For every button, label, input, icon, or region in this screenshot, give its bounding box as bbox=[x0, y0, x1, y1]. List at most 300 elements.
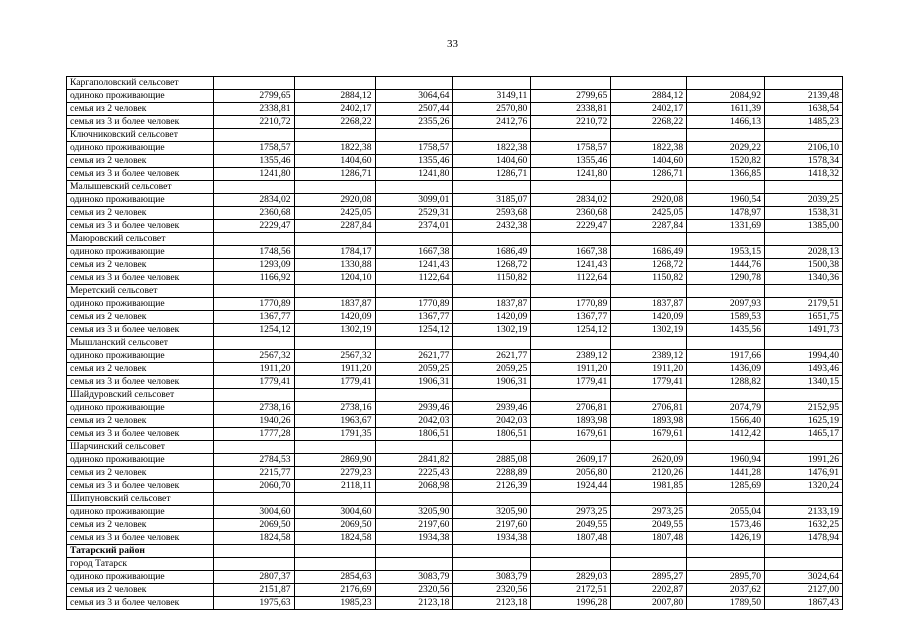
value-cell: 1632,25 bbox=[765, 519, 843, 532]
value-cell: 1340,15 bbox=[765, 376, 843, 389]
row-label: семья из 2 человек bbox=[67, 155, 214, 168]
row-label: семья из 2 человек bbox=[67, 415, 214, 428]
value-cell: 1268,72 bbox=[611, 259, 687, 272]
value-cell: 1784,17 bbox=[294, 246, 375, 259]
value-cell bbox=[375, 441, 453, 454]
row-label: семья из 3 и более человек bbox=[67, 324, 214, 337]
value-cell bbox=[765, 233, 843, 246]
value-cell: 3083,79 bbox=[375, 571, 453, 584]
table-row bbox=[67, 532, 843, 545]
value-cell: 2621,77 bbox=[375, 350, 453, 363]
value-cell bbox=[687, 558, 765, 571]
section-header-row bbox=[67, 129, 843, 142]
value-cell: 2042,03 bbox=[375, 415, 453, 428]
table-row bbox=[67, 220, 843, 233]
value-cell: 2834,02 bbox=[213, 194, 294, 207]
value-cell: 1355,46 bbox=[375, 155, 453, 168]
value-cell: 2176,69 bbox=[294, 584, 375, 597]
value-cell: 1679,61 bbox=[531, 428, 611, 441]
value-cell: 1241,80 bbox=[213, 168, 294, 181]
table-row bbox=[67, 363, 843, 376]
value-cell: 2567,32 bbox=[294, 350, 375, 363]
value-cell: 1981,85 bbox=[611, 480, 687, 493]
value-cell: 2567,32 bbox=[213, 350, 294, 363]
row-label: одиноко проживающие bbox=[67, 506, 214, 519]
row-label: семья из 3 и более человек bbox=[67, 597, 214, 610]
value-cell bbox=[213, 545, 294, 558]
value-cell: 1906,31 bbox=[453, 376, 531, 389]
value-cell: 2127,00 bbox=[765, 584, 843, 597]
value-cell bbox=[453, 545, 531, 558]
value-cell: 2939,46 bbox=[453, 402, 531, 415]
table-row bbox=[67, 376, 843, 389]
value-cell bbox=[687, 389, 765, 402]
value-cell: 2973,25 bbox=[611, 506, 687, 519]
value-cell: 1911,20 bbox=[611, 363, 687, 376]
value-cell bbox=[765, 558, 843, 571]
row-label: семья из 2 человек bbox=[67, 311, 214, 324]
value-cell: 1748,56 bbox=[213, 246, 294, 259]
value-cell: 2287,84 bbox=[294, 220, 375, 233]
table-row bbox=[67, 194, 843, 207]
value-cell: 2202,87 bbox=[611, 584, 687, 597]
value-cell: 1420,09 bbox=[453, 311, 531, 324]
section-header-row bbox=[67, 181, 843, 194]
value-cell: 1420,09 bbox=[611, 311, 687, 324]
value-cell: 2059,25 bbox=[375, 363, 453, 376]
value-cell: 1589,53 bbox=[687, 311, 765, 324]
value-cell: 1331,69 bbox=[687, 220, 765, 233]
value-cell: 1924,44 bbox=[531, 480, 611, 493]
value-cell: 1837,87 bbox=[611, 298, 687, 311]
value-cell: 2123,18 bbox=[375, 597, 453, 610]
value-cell: 1241,43 bbox=[375, 259, 453, 272]
section-header-row bbox=[67, 545, 843, 558]
row-label: одиноко проживающие bbox=[67, 142, 214, 155]
row-label: семья из 2 человек bbox=[67, 519, 214, 532]
value-cell bbox=[611, 337, 687, 350]
table-row bbox=[67, 116, 843, 129]
value-cell: 1953,15 bbox=[687, 246, 765, 259]
value-cell: 2432,38 bbox=[453, 220, 531, 233]
value-cell: 2152,95 bbox=[765, 402, 843, 415]
value-cell: 1254,12 bbox=[531, 324, 611, 337]
table-row bbox=[67, 571, 843, 584]
value-cell: 2106,10 bbox=[765, 142, 843, 155]
value-cell bbox=[765, 389, 843, 402]
value-cell bbox=[213, 285, 294, 298]
value-cell: 3185,07 bbox=[453, 194, 531, 207]
value-cell: 2197,60 bbox=[453, 519, 531, 532]
value-cell: 2126,39 bbox=[453, 480, 531, 493]
value-cell: 2120,26 bbox=[611, 467, 687, 480]
table-row bbox=[67, 415, 843, 428]
value-cell bbox=[687, 285, 765, 298]
table-row bbox=[67, 506, 843, 519]
value-cell: 1906,31 bbox=[375, 376, 453, 389]
value-cell bbox=[375, 493, 453, 506]
table-row bbox=[67, 402, 843, 415]
value-cell: 2402,17 bbox=[611, 103, 687, 116]
value-cell: 1254,12 bbox=[375, 324, 453, 337]
value-cell bbox=[213, 233, 294, 246]
value-cell: 1418,32 bbox=[765, 168, 843, 181]
value-cell: 1638,54 bbox=[765, 103, 843, 116]
value-cell: 2529,31 bbox=[375, 207, 453, 220]
section-header-row bbox=[67, 285, 843, 298]
value-cell bbox=[765, 441, 843, 454]
value-cell: 1254,12 bbox=[213, 324, 294, 337]
value-cell: 2973,25 bbox=[531, 506, 611, 519]
value-cell: 2268,22 bbox=[294, 116, 375, 129]
value-cell bbox=[611, 77, 687, 90]
value-cell bbox=[611, 389, 687, 402]
section-title: Шипуновский сельсовет bbox=[67, 493, 214, 506]
section-title: Меретский сельсовет bbox=[67, 285, 214, 298]
value-cell: 1806,51 bbox=[453, 428, 531, 441]
value-cell: 1934,38 bbox=[375, 532, 453, 545]
value-cell: 1367,77 bbox=[531, 311, 611, 324]
table-row bbox=[67, 311, 843, 324]
value-cell: 3205,90 bbox=[453, 506, 531, 519]
value-cell: 2885,08 bbox=[453, 454, 531, 467]
value-cell bbox=[213, 389, 294, 402]
value-cell bbox=[765, 129, 843, 142]
value-cell: 2118,11 bbox=[294, 480, 375, 493]
value-cell bbox=[687, 337, 765, 350]
section-header-row bbox=[67, 337, 843, 350]
value-cell bbox=[375, 129, 453, 142]
value-cell: 2738,16 bbox=[213, 402, 294, 415]
value-cell bbox=[765, 545, 843, 558]
value-cell bbox=[687, 233, 765, 246]
value-cell: 1963,67 bbox=[294, 415, 375, 428]
row-label: одиноко проживающие bbox=[67, 90, 214, 103]
section-header-row bbox=[67, 77, 843, 90]
value-cell: 1288,82 bbox=[687, 376, 765, 389]
section-header-row bbox=[67, 558, 843, 571]
value-cell: 1578,34 bbox=[765, 155, 843, 168]
value-cell: 1412,42 bbox=[687, 428, 765, 441]
value-cell bbox=[453, 493, 531, 506]
value-cell: 1330,88 bbox=[294, 259, 375, 272]
value-cell bbox=[687, 493, 765, 506]
value-cell bbox=[611, 285, 687, 298]
value-cell bbox=[213, 493, 294, 506]
value-cell: 2706,81 bbox=[611, 402, 687, 415]
section-header-row bbox=[67, 389, 843, 402]
value-cell: 2920,08 bbox=[294, 194, 375, 207]
row-label: семья из 3 и более человек bbox=[67, 376, 214, 389]
value-cell: 1478,94 bbox=[765, 532, 843, 545]
value-cell bbox=[611, 233, 687, 246]
value-cell: 1911,20 bbox=[213, 363, 294, 376]
value-cell bbox=[294, 389, 375, 402]
value-cell: 1385,00 bbox=[765, 220, 843, 233]
row-label: семья из 2 человек bbox=[67, 467, 214, 480]
table-row bbox=[67, 597, 843, 610]
value-cell: 1667,38 bbox=[531, 246, 611, 259]
value-cell: 2060,70 bbox=[213, 480, 294, 493]
value-cell: 2084,92 bbox=[687, 90, 765, 103]
value-cell bbox=[687, 545, 765, 558]
value-cell: 1975,63 bbox=[213, 597, 294, 610]
value-cell bbox=[453, 389, 531, 402]
value-cell: 1436,09 bbox=[687, 363, 765, 376]
value-cell: 2920,08 bbox=[611, 194, 687, 207]
value-cell: 1420,09 bbox=[294, 311, 375, 324]
value-cell: 1996,28 bbox=[531, 597, 611, 610]
value-cell: 2042,03 bbox=[453, 415, 531, 428]
table-row bbox=[67, 519, 843, 532]
value-cell: 1320,24 bbox=[765, 480, 843, 493]
section-header-row bbox=[67, 233, 843, 246]
value-cell: 1268,72 bbox=[453, 259, 531, 272]
value-cell: 1777,28 bbox=[213, 428, 294, 441]
value-cell: 2068,98 bbox=[375, 480, 453, 493]
value-cell: 1302,19 bbox=[453, 324, 531, 337]
value-cell: 2841,82 bbox=[375, 454, 453, 467]
row-label: семья из 3 и более человек bbox=[67, 272, 214, 285]
value-cell: 2056,80 bbox=[531, 467, 611, 480]
value-cell: 1285,69 bbox=[687, 480, 765, 493]
value-cell bbox=[531, 389, 611, 402]
value-cell: 1807,48 bbox=[531, 532, 611, 545]
value-cell: 2287,84 bbox=[611, 220, 687, 233]
value-cell: 2225,43 bbox=[375, 467, 453, 480]
value-cell bbox=[294, 129, 375, 142]
row-label: одиноко проживающие bbox=[67, 402, 214, 415]
value-cell bbox=[531, 129, 611, 142]
value-cell bbox=[375, 285, 453, 298]
value-cell: 1355,46 bbox=[531, 155, 611, 168]
value-cell: 1770,89 bbox=[213, 298, 294, 311]
table-row bbox=[67, 155, 843, 168]
value-cell: 2069,50 bbox=[294, 519, 375, 532]
value-cell: 3064,64 bbox=[375, 90, 453, 103]
value-cell: 1566,40 bbox=[687, 415, 765, 428]
value-cell: 2360,68 bbox=[213, 207, 294, 220]
value-cell: 2029,22 bbox=[687, 142, 765, 155]
value-cell: 2074,79 bbox=[687, 402, 765, 415]
value-cell: 1822,38 bbox=[294, 142, 375, 155]
value-cell: 2609,17 bbox=[531, 454, 611, 467]
value-cell: 2197,60 bbox=[375, 519, 453, 532]
value-cell bbox=[213, 77, 294, 90]
value-cell bbox=[294, 493, 375, 506]
table-row bbox=[67, 454, 843, 467]
value-cell: 1779,41 bbox=[611, 376, 687, 389]
row-label: семья из 3 и более человек bbox=[67, 428, 214, 441]
row-label: одиноко проживающие bbox=[67, 350, 214, 363]
table-row bbox=[67, 324, 843, 337]
value-cell: 1293,09 bbox=[213, 259, 294, 272]
value-cell: 1465,17 bbox=[765, 428, 843, 441]
value-cell: 1404,60 bbox=[453, 155, 531, 168]
value-cell bbox=[375, 545, 453, 558]
value-cell: 1466,13 bbox=[687, 116, 765, 129]
value-cell: 1824,58 bbox=[213, 532, 294, 545]
row-label: семья из 3 и более человек bbox=[67, 532, 214, 545]
value-cell bbox=[453, 77, 531, 90]
value-cell: 2179,51 bbox=[765, 298, 843, 311]
value-cell: 1493,46 bbox=[765, 363, 843, 376]
value-cell: 2706,81 bbox=[531, 402, 611, 415]
value-cell: 2355,26 bbox=[375, 116, 453, 129]
value-cell: 1611,39 bbox=[687, 103, 765, 116]
value-cell bbox=[375, 233, 453, 246]
section-title: Мышланский сельсовет bbox=[67, 337, 214, 350]
value-cell bbox=[611, 493, 687, 506]
value-cell bbox=[611, 558, 687, 571]
table-row bbox=[67, 480, 843, 493]
value-cell: 2069,50 bbox=[213, 519, 294, 532]
value-cell bbox=[531, 441, 611, 454]
value-cell: 2570,80 bbox=[453, 103, 531, 116]
value-cell bbox=[611, 441, 687, 454]
value-cell bbox=[213, 558, 294, 571]
value-cell: 2425,05 bbox=[294, 207, 375, 220]
section-header-row bbox=[67, 441, 843, 454]
table-row bbox=[67, 259, 843, 272]
value-cell: 1779,41 bbox=[294, 376, 375, 389]
table-row bbox=[67, 207, 843, 220]
section-title: Татарский район bbox=[67, 545, 214, 558]
value-cell: 2097,93 bbox=[687, 298, 765, 311]
value-cell: 2884,12 bbox=[611, 90, 687, 103]
value-cell: 3205,90 bbox=[375, 506, 453, 519]
value-cell: 1367,77 bbox=[375, 311, 453, 324]
value-cell: 1122,64 bbox=[531, 272, 611, 285]
value-cell: 1940,26 bbox=[213, 415, 294, 428]
value-cell: 1150,82 bbox=[611, 272, 687, 285]
value-cell: 2229,47 bbox=[213, 220, 294, 233]
value-cell: 3083,79 bbox=[453, 571, 531, 584]
value-cell: 1991,26 bbox=[765, 454, 843, 467]
value-cell: 1758,57 bbox=[531, 142, 611, 155]
value-cell: 2123,18 bbox=[453, 597, 531, 610]
value-cell bbox=[294, 181, 375, 194]
row-label: семья из 3 и более человек bbox=[67, 116, 214, 129]
value-cell bbox=[213, 129, 294, 142]
value-cell bbox=[453, 337, 531, 350]
value-cell: 1779,41 bbox=[531, 376, 611, 389]
value-cell bbox=[375, 558, 453, 571]
value-cell: 1960,54 bbox=[687, 194, 765, 207]
value-cell: 1625,19 bbox=[765, 415, 843, 428]
value-cell: 1822,38 bbox=[453, 142, 531, 155]
value-cell: 1404,60 bbox=[611, 155, 687, 168]
value-cell: 1404,60 bbox=[294, 155, 375, 168]
value-cell bbox=[531, 337, 611, 350]
value-cell: 1679,61 bbox=[611, 428, 687, 441]
value-cell bbox=[687, 181, 765, 194]
value-cell: 2028,13 bbox=[765, 246, 843, 259]
value-cell bbox=[294, 77, 375, 90]
table-body bbox=[67, 77, 843, 610]
table-row bbox=[67, 142, 843, 155]
table-row bbox=[67, 103, 843, 116]
value-cell: 1867,43 bbox=[765, 597, 843, 610]
value-cell: 2338,81 bbox=[213, 103, 294, 116]
value-cell: 1476,91 bbox=[765, 467, 843, 480]
row-label: семья из 3 и более человек bbox=[67, 168, 214, 181]
value-cell: 1667,38 bbox=[375, 246, 453, 259]
value-cell: 1837,87 bbox=[453, 298, 531, 311]
value-cell: 1520,82 bbox=[687, 155, 765, 168]
value-cell: 2884,12 bbox=[294, 90, 375, 103]
table-row bbox=[67, 90, 843, 103]
value-cell bbox=[453, 558, 531, 571]
value-cell bbox=[453, 441, 531, 454]
value-cell: 1758,57 bbox=[213, 142, 294, 155]
value-cell: 1822,38 bbox=[611, 142, 687, 155]
table-row bbox=[67, 272, 843, 285]
value-cell: 1444,76 bbox=[687, 259, 765, 272]
row-label: семья из 2 человек bbox=[67, 363, 214, 376]
value-cell bbox=[213, 441, 294, 454]
value-cell bbox=[765, 285, 843, 298]
value-cell: 3004,60 bbox=[213, 506, 294, 519]
value-cell: 1758,57 bbox=[375, 142, 453, 155]
value-cell bbox=[453, 233, 531, 246]
value-cell: 1122,64 bbox=[375, 272, 453, 285]
value-cell: 2593,68 bbox=[453, 207, 531, 220]
row-label: одиноко проживающие bbox=[67, 454, 214, 467]
value-cell: 1985,23 bbox=[294, 597, 375, 610]
value-cell: 1791,35 bbox=[294, 428, 375, 441]
value-cell bbox=[765, 337, 843, 350]
row-label: семья из 2 человек bbox=[67, 207, 214, 220]
value-cell: 3149,11 bbox=[453, 90, 531, 103]
value-cell: 1286,71 bbox=[453, 168, 531, 181]
section-title: Маюровский сельсовет bbox=[67, 233, 214, 246]
value-cell bbox=[294, 441, 375, 454]
value-cell: 2007,80 bbox=[611, 597, 687, 610]
value-cell bbox=[453, 181, 531, 194]
value-cell: 2799,65 bbox=[213, 90, 294, 103]
value-cell bbox=[294, 545, 375, 558]
value-cell: 1366,85 bbox=[687, 168, 765, 181]
value-cell: 1302,19 bbox=[611, 324, 687, 337]
value-cell: 1994,40 bbox=[765, 350, 843, 363]
value-cell: 2172,51 bbox=[531, 584, 611, 597]
value-cell: 1241,80 bbox=[375, 168, 453, 181]
value-cell: 2799,65 bbox=[531, 90, 611, 103]
value-cell: 1911,20 bbox=[294, 363, 375, 376]
value-cell bbox=[687, 441, 765, 454]
section-title: Шарчинский сельсовет bbox=[67, 441, 214, 454]
value-cell bbox=[531, 77, 611, 90]
value-cell: 3004,60 bbox=[294, 506, 375, 519]
tariff-table bbox=[66, 76, 843, 610]
value-cell: 1686,49 bbox=[453, 246, 531, 259]
section-header-row bbox=[67, 493, 843, 506]
row-label: одиноко проживающие bbox=[67, 194, 214, 207]
row-label: семья из 2 человек bbox=[67, 103, 214, 116]
section-title: Ключниковский сельсовет bbox=[67, 129, 214, 142]
value-cell bbox=[213, 181, 294, 194]
value-cell: 1500,38 bbox=[765, 259, 843, 272]
value-cell bbox=[611, 129, 687, 142]
value-cell: 2139,48 bbox=[765, 90, 843, 103]
value-cell: 2402,17 bbox=[294, 103, 375, 116]
value-cell: 1290,78 bbox=[687, 272, 765, 285]
value-cell: 1340,36 bbox=[765, 272, 843, 285]
value-cell: 1893,98 bbox=[531, 415, 611, 428]
row-label: семья из 3 и более человек bbox=[67, 220, 214, 233]
value-cell: 1478,97 bbox=[687, 207, 765, 220]
